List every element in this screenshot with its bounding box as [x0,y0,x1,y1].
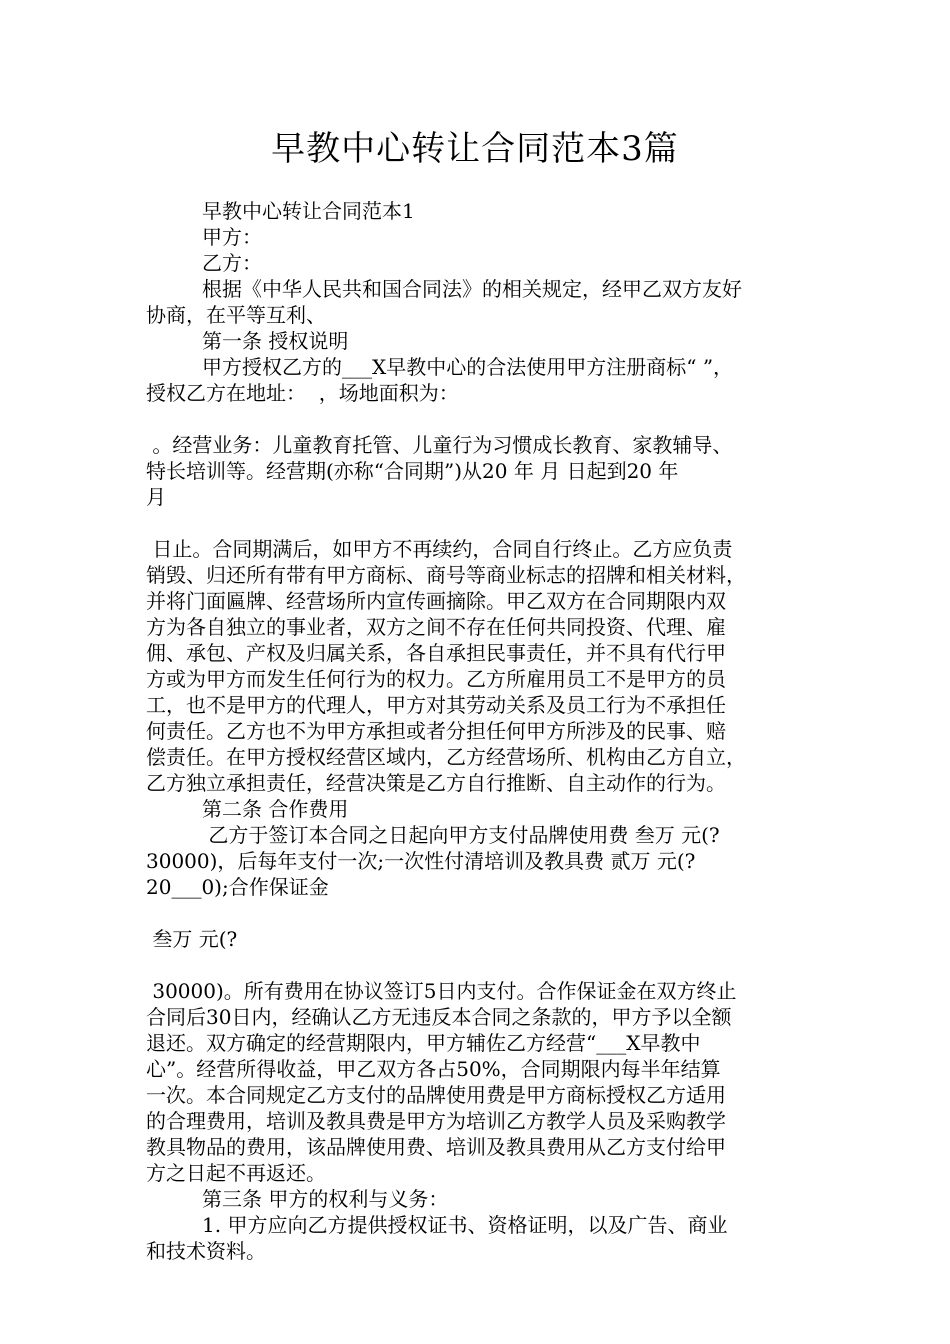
text-line: 佣、承包、产权及归属关系，各自承担民事责任，并不具有代行甲 [146,641,726,665]
document-title: 早教中心转让合同范本3篇 [271,129,679,169]
text-line: 甲方授权乙方的___X早教中心的合法使用甲方注册商标“ ”， [202,355,734,379]
text-line: 乙方： [202,251,262,275]
text-line: 1. 甲方应向乙方提供授权证书、资格证明，以及广告、商业 [202,1213,728,1237]
text-line: 授权乙方在地址： ，场地面积为： [146,381,459,405]
text-line: 第二条 合作费用 [202,797,349,821]
document-body [146,198,822,1264]
text-line: 方为各自独立的事业者，双方之间不存在任何共同投资、代理、雇 [146,615,726,639]
text-line: 退还。双方确定的经营期限内，甲方辅佐乙方经营“___X早教中 [146,1031,701,1055]
blank-line [146,900,822,926]
text-line: 偿责任。在甲方授权经营区域内，乙方经营场所、机构由乙方自立， [146,745,746,769]
text-line: 30000)。所有费用在协议签订5日内支付。合作保证金在双方终止 [146,979,737,1003]
text-line: 销毁、归还所有带有甲方商标、商号等商业标志的招牌和相关材料， [146,563,746,587]
text-line: 甲方： [202,225,262,249]
text-line: 30000)，后每年支付一次;一次性付清培训及教具费 贰万 元(? [146,849,696,873]
blank-line [146,510,822,536]
text-line: 协商，在平等互利、 [146,303,326,327]
text-line: 和技术资料。 [146,1239,266,1263]
text-line: 方之日起不再返还。 [146,1161,326,1185]
text-line: 根据《中华人民共和国合同法》的相关规定，经甲乙双方友好 [202,277,742,301]
blank-line [146,406,822,432]
text-line: 方或为甲方而发生任何行为的权力。乙方所雇用员工不是甲方的员 [146,667,726,691]
text-line: 的合理费用，培训及教具费是甲方为培训乙方教学人员及采购教学 [146,1109,726,1133]
text-line: 第三条 甲方的权利与义务： [202,1187,449,1211]
text-line: 合同后30日内，经确认乙方无违反本合同之条款的，甲方予以全额 [146,1005,732,1029]
text-line: 。经营业务：儿童教育托管、儿童行为习惯成长教育、家教辅导、 [146,433,733,457]
text-line: 工，也不是甲方的代理人，甲方对其劳动关系及员工行为不承担任 [146,693,726,717]
text-line: 月 [146,485,166,509]
text-line: 并将门面匾牌、经营场所内宣传画摘除。甲乙双方在合同期限内双 [146,589,726,613]
text-line: 特长培训等。经营期(亦称“合同期”)从20 年 月 日起到20 年 [146,459,679,483]
text-line: 20___0);合作保证金 [146,875,329,899]
text-line: 一次。本合同规定乙方支付的品牌使用费是甲方商标授权乙方适用 [146,1083,726,1107]
text-line: 早教中心转让合同范本1 [202,199,415,223]
text-line: 乙方于签订本合同之日起向甲方支付品牌使用费 叁万 元(? [202,823,720,847]
text-line: 叁万 元(? [146,927,238,951]
text-line: 乙方独立承担责任，经营决策是乙方自行推断、自主动作的行为。 [146,771,726,795]
blank-line [146,952,822,978]
text-line: 教具物品的费用，该品牌使用费、培训及教具费用从乙方支付给甲 [146,1135,726,1159]
text-line: 日止。合同期满后，如甲方不再续约，合同自行终止。乙方应负责 [146,537,733,561]
text-line: 第一条 授权说明 [202,329,349,353]
text-line: 心”。经营所得收益，甲乙双方各占50%，合同期限内每半年结算 [146,1057,721,1081]
text-line: 何责任。乙方也不为甲方承担或者分担任何甲方所涉及的民事、赔 [146,719,726,743]
